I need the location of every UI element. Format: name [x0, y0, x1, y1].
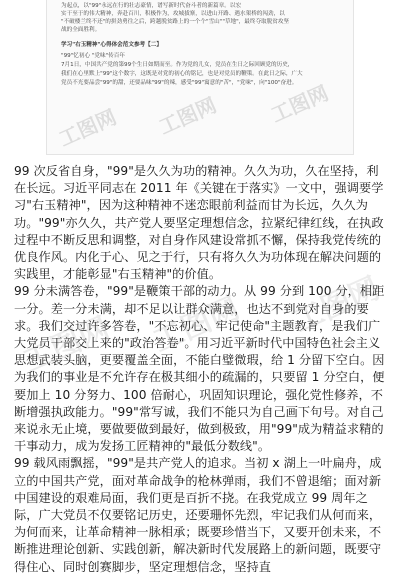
paragraph: 99 载风雨飘摇，"99"是共产党人的追求。当初 x 湖上一叶扁舟，成立的中国共产党，面对革命战争的枪林弹雨，我们不曾退缩；面对新中国建设的艰难局面，我们更是百折不挠。在我党成立 99 周年之际，广大党员不仅要铭记历史，还要珊怀先烈，牢记我们从何而来，为何而来，让革命精神一脉相承；既要珍惜当下，又要开创未来，不断推进理论创新、实践创新，解决新时代发展路上的新问题，既要守得住心、同时创赛脚步，坚定理想信念，坚持直 [14, 456, 382, 574]
thumb-line: "不破楼兰终不还"的拼劲勇往之后，跨越脱贫路上的一个个"雪山""草地"，最终夺取脱贫攻坚 [61, 19, 290, 25]
thumb-heading: 学习"右玉精神"心得体会范文参考【二】 [61, 42, 162, 48]
page-watermark: 工图网 [18, 310, 115, 380]
thumb-line: 我们在心里默上"99"这个数字，这既是对党的初心的铭记，也是对党员的鞭策。在此日之际，广大 [61, 71, 303, 77]
thumb-watermark: 工图网 [55, 104, 120, 152]
page-watermark: 工图网 [148, 290, 245, 360]
thumb-line: 7月1日，中国共产党的第99个生日如期而至。作为党的儿女，党员在生日之际回顾党的历史， [61, 62, 294, 68]
thumb-watermark: 工图网 [155, 92, 220, 140]
thumb-line: "99"忆初心 "党味"传百年 [61, 53, 125, 59]
paragraph: 99 分未满答卷，"99"是鞭策干部的动力。从 99 分到 100 分，相距一分。差一分未满，却不足以让群众满意，也达不到党对自身的要求。我们交过许多答卷，"不忘初心、牢记使命"主题教育，是我们广大党员干部交上来的"政治答卷"。用习近平新时代中国特色社会主义思想武装头脑，更要覆盖全面，不能白璧微瑕，给 1 分留下空白。因为我们的事业是不允许存在极其细小的疏漏的，只要留 1 分空白，便要加上 10 分努力、100 倍耐心，巩固知识理论，强化党性修养，不断增强执政能力。"99"常写诚，我们不能只为自己画下句号。对自己来说永无止境，要做要做到最好，做到极致，用"99"成为精益求精的干事动力，成为发扬工匠精神的"最低分数线"。 [14, 284, 385, 454]
thumb-line: 为起点，以"99"永远在行的壮志豪情，谱写新时代奋斗者的新篇章。以宏 [61, 3, 242, 9]
thumb-line: 党员不光要品尝"99"的甜，还要品味"99"的辣，感受"99"寓意的"苦"，"党味"，向"100"奋进。 [61, 80, 298, 86]
embedded-document-image [46, 0, 354, 155]
article-body [14, 163, 390, 576]
thumb-line: 实干至于的伟大精神，奔赴百川，积极作为，攻城拔寨，以进山开路、遇水架桥的闯劲，以 [61, 11, 285, 17]
thumb-watermark: 工图网 [267, 80, 332, 128]
page-watermark: 工图网 [288, 270, 385, 340]
paragraph: 99 次反省自身，"99"是久久为功的精神。久久为功，久在坚持，利在长远。习近平同志在 2011 年《关键在于落实》一文中，强调要学习"右玉精神"，因为这种精神不迷恋眼前利益而甘为长远，久久为功。"99"亦久久，共产党人要坚定理想信念，拉紧纪律红线，在执政过程中不断反思和调整，对自身作风建设常抓不懈，保持我党传统的优良作风。内化于心、见之于行，只有将久久为功体现在解决问题的实践里，才能彰显"右玉精神"的价值。 [14, 164, 384, 282]
thumb-line: 战的全面胜利。 [61, 27, 101, 33]
